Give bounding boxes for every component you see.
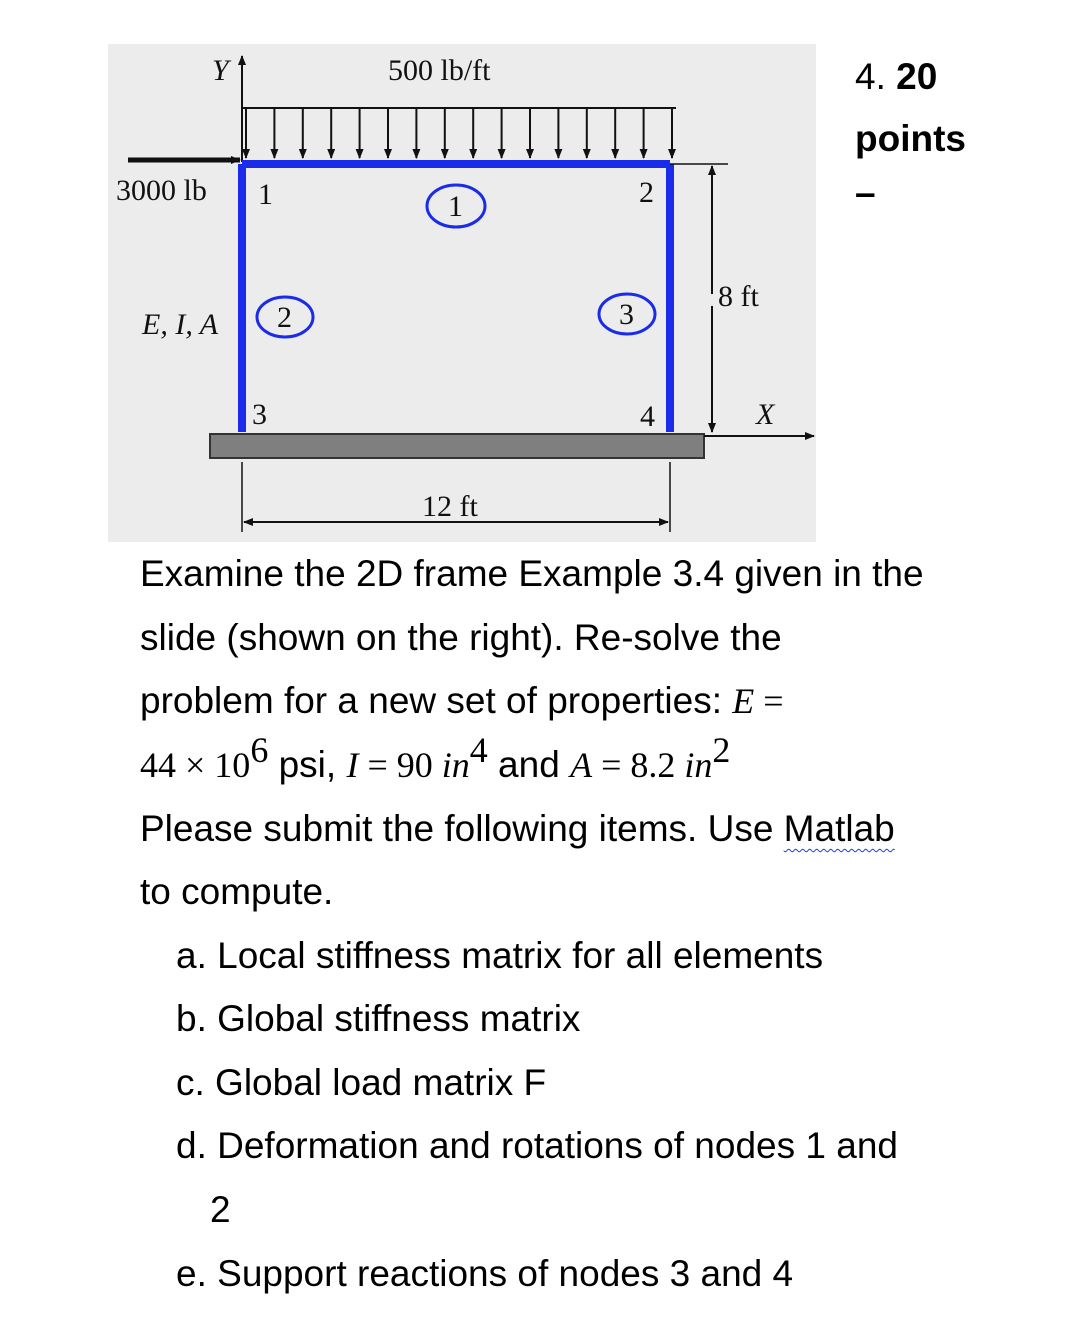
E-value: 44 × 10 — [140, 745, 251, 785]
psi-label: psi, — [268, 744, 347, 785]
item-a: a. Local stiffness matrix for all elements — [176, 935, 824, 976]
y-axis-label: Y — [212, 54, 229, 87]
I-value: 90 — [396, 745, 442, 785]
point-load-label: 3000 lb — [116, 174, 207, 207]
problem-line-5-text: Please submit the following items. Use — [140, 808, 784, 849]
fixed-support-base — [210, 434, 704, 458]
element-label-3: 3 — [619, 298, 634, 331]
node-label-2: 2 — [639, 176, 654, 209]
item-b: b. Global stiffness matrix — [176, 998, 581, 1039]
equals-sign-2: = — [358, 745, 397, 785]
equals-sign-1: = — [754, 681, 793, 721]
properties-label: E, I, A — [142, 308, 219, 341]
A-value: 8.2 — [630, 745, 685, 785]
A-exponent: 2 — [712, 730, 731, 770]
question-number-label: 4. — [855, 56, 886, 97]
item-d: d. Deformation and rotations of nodes 1 and — [176, 1125, 898, 1166]
problem-line-3 — [140, 680, 793, 722]
distributed-load-label: 500 lb/ft — [388, 54, 491, 87]
matlab-word: Matlab — [783, 808, 895, 849]
x-axis-label: X — [756, 398, 775, 431]
node-label-3: 3 — [252, 398, 267, 431]
I-exponent: 4 — [469, 730, 488, 770]
problem-line-2: slide (shown on the right). Re-solve the — [140, 617, 782, 658]
problem-line-5 — [140, 808, 895, 850]
I-symbol: I — [346, 745, 359, 785]
height-label: 8 ft — [718, 280, 759, 313]
question-number — [855, 56, 937, 98]
question-points-value: 20 — [896, 56, 938, 97]
span-label: 12 ft — [422, 490, 478, 523]
I-unit: in — [441, 745, 470, 785]
problem-line-1: Examine the 2D frame Example 3.4 given in the — [140, 553, 924, 594]
A-symbol: A — [570, 745, 593, 785]
element-label-1: 1 — [448, 190, 463, 223]
node-label-4: 4 — [640, 400, 655, 433]
question-dash: – — [855, 172, 876, 213]
item-d-continuation: 2 — [210, 1189, 231, 1230]
question-points-label: points — [855, 118, 966, 159]
node-label-1: 1 — [258, 178, 273, 211]
problem-line-6: to compute. — [140, 871, 334, 912]
item-e: e. Support reactions of nodes 3 and 4 — [176, 1253, 794, 1294]
E-exponent: 6 — [250, 730, 269, 770]
frame-figure — [108, 44, 816, 542]
equals-sign-3: = — [592, 745, 631, 785]
frame-diagram — [108, 44, 816, 542]
A-unit: in — [684, 745, 713, 785]
problem-line-4 — [140, 730, 731, 786]
item-c: c. Global load matrix F — [176, 1062, 547, 1103]
element-label-2: 2 — [277, 301, 292, 334]
distributed-load-arrows — [246, 108, 672, 158]
problem-line-3-text: problem for a new set of properties: — [140, 680, 733, 721]
E-symbol: E — [732, 681, 755, 721]
and-word: and — [487, 744, 571, 785]
